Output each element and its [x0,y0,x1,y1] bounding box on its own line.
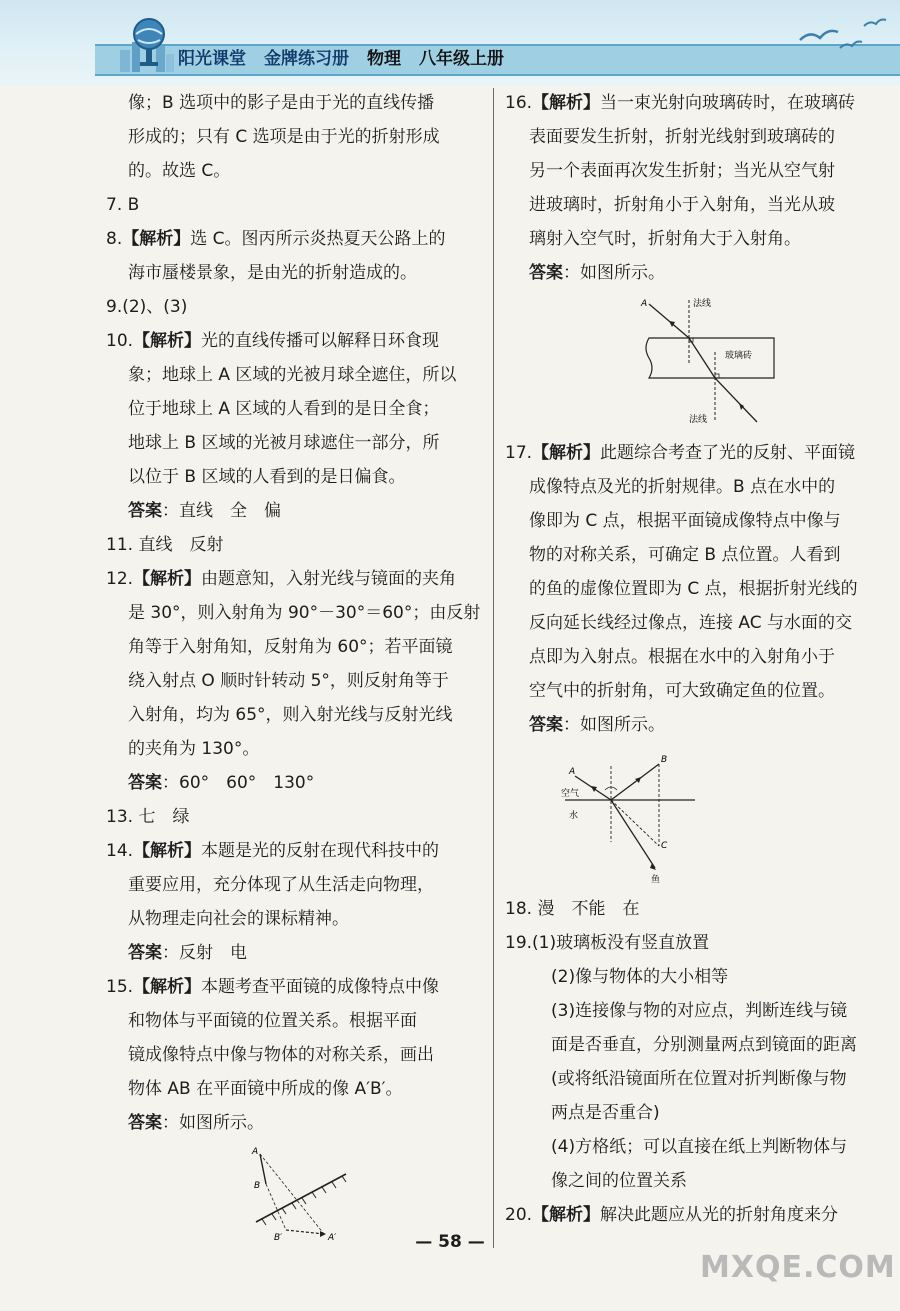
q19-line-1: 19.(1)玻璃板没有竖直放置 [505,933,710,953]
q15-answer: 答案：如图所示。 [128,1113,264,1133]
q19-line-8: 像之间的位置关系 [551,1171,687,1191]
q12-line-1: 12.【解析】由题意知，入射光线与镜面的夹角 [106,569,457,589]
label-C: C [661,841,668,851]
label-air: 空气 [561,789,580,799]
q14-line-2: 重要应用，充分体现了从生活走向物理， [128,875,434,895]
q8-line-1: 8.【解析】选 C。图丙所示炎热夏天公路上的 [106,229,446,249]
label-normal-top: 法线 [693,299,712,309]
q14-line-1: 14.【解析】本题是光的反射在现代科技中的 [106,841,440,861]
q15-line-2: 和物体与平面镜的位置关系。根据平面 [128,1011,417,1031]
header-title [178,44,504,74]
q9-answer: 9.(2)、(3) [106,297,188,317]
q16-answer: 答案：如图所示。 [529,263,665,283]
grade-name: 八年级上册 [419,49,504,69]
q6-line-2: 形成的；只有 C 选项是由于光的折射形成 [128,127,440,147]
q6-line-3: 的。故选 C。 [128,161,231,181]
analysis-tag: 【解析】 [133,977,202,997]
analysis-tag: 【解析】 [532,1205,601,1225]
q12-line-3: 角等于入射角知，反射角为 60°；若平面镜 [128,637,453,657]
q17-line-7: 点即为入射点。根据在水中的入射角小于 [529,647,835,667]
label-normal-bottom: 法线 [689,415,708,425]
subject-name: 物理 [367,49,401,69]
watermark: MXQE.COM [700,1250,896,1285]
figure-16-svg [639,294,779,430]
figure-17-svg [555,746,705,886]
answer-label: 答案 [128,773,162,793]
globe-logo-icon [118,12,176,74]
label-A-prime: A′ [328,1233,337,1243]
q19-line-3: (3)连接像与物的对应点，判断连线与镜 [551,1001,848,1021]
right-column [505,86,900,1232]
q17-line-5: 的鱼的虚像位置即为 C 点，根据折射光线的 [529,579,858,599]
q17-line-4: 物的对称关系，可确定 B 点位置。人看到 [529,545,841,565]
q14-line-3: 从物理走向社会的课标精神。 [128,909,349,929]
q17-line-6: 反向延长线经过像点，连接 AC 与水面的交 [529,613,853,633]
q16-line-3: 另一个表面再次发生折射；当光从空气射 [529,161,835,181]
answer-label: 答案 [128,943,162,963]
q12-line-4: 绕入射点 O 顺时针转动 5°，则反射角等于 [128,671,449,691]
answer-label: 答案 [529,715,563,735]
q17-line-2: 成像特点及光的折射规律。B 点在水中的 [529,477,836,497]
label-glass: 玻璃砖 [725,351,753,361]
figure-15-mirror [246,1144,486,1244]
figure-17-water-surface [555,746,900,886]
q15-line-1: 15.【解析】本题考查平面镜的成像特点中像 [106,977,440,997]
q15-line-3: 镜成像特点中像与物体的对称关系，画出 [128,1045,434,1065]
q6-line-1: 像；B 选项中的影子是由于光的直线传播 [128,93,435,113]
q18-answer: 18. 漫 不能 在 [505,899,640,919]
left-column [106,86,486,1250]
label-fish: 鱼 [651,875,661,885]
q10-line-1: 10.【解析】光的直线传播可以解释日环食现 [106,331,440,351]
q10-line-4: 地球上 B 区域的光被月球遮住一部分，所 [128,433,440,453]
q16-line-1: 16.【解析】当一束光射向玻璃砖时，在玻璃砖 [505,93,856,113]
analysis-tag: 【解析】 [122,229,191,249]
q8-line-2: 海市蜃楼景象，是由光的折射造成的。 [128,263,417,283]
column-divider [493,88,494,1248]
series-name: 阳光课堂 [178,49,246,69]
q17-line-3: 像即为 C 点，根据平面镜成像特点中像与 [529,511,841,531]
q15-line-4: 物体 AB 在平面镜中所成的像 A′B′。 [128,1079,403,1099]
figure-16-glass-block [639,294,900,430]
q20-line-1: 20.【解析】解决此题应从光的折射角度来分 [505,1205,839,1225]
answer-label: 答案 [128,501,162,521]
q19-line-5: (或将纸沿镜面所在位置对折判断像与物 [551,1069,847,1089]
label-B-prime: B′ [274,1233,283,1243]
figure-15-svg [246,1144,356,1244]
label-B: B [254,1181,261,1191]
q10-line-5: 以位于 B 区域的人看到的是日偏食。 [128,467,406,487]
q10-line-3: 位于地球上 A 区域的人看到的是日全食； [128,399,440,419]
q11-answer: 11. 直线 反射 [106,535,224,555]
q10-line-2: 象；地球上 A 区域的光被月球全遮住，所以 [128,365,457,385]
analysis-tag: 【解析】 [133,331,202,351]
q10-answer: 答案：直线 全 偏 [128,501,281,521]
analysis-tag: 【解析】 [133,569,202,589]
q19-line-7: (4)方格纸；可以直接在纸上判断物体与 [551,1137,848,1157]
q12-answer: 答案：60° 60° 130° [128,773,315,793]
page-number: — 58 — [415,1232,485,1252]
q19-line-2: (2)像与物体的大小相等 [551,967,729,987]
label-water: 水 [569,811,579,821]
q12-line-5: 入射角，均为 65°，则入射光线与反射光线 [128,705,453,725]
q19-line-6: 两点是否重合) [551,1103,660,1123]
label-A: A [641,299,648,309]
analysis-tag: 【解析】 [133,841,202,861]
q13-answer: 13. 七 绿 [106,807,190,827]
q14-answer: 答案：反射 电 [128,943,247,963]
book-name: 金牌练习册 [264,49,349,69]
q7-answer: 7. B [106,195,140,215]
page-header [0,0,900,86]
label-A: A [569,767,576,777]
q12-line-6: 的夹角为 130°。 [128,739,260,759]
q19-line-4: 面是否垂直，分别测量两点到镜面的距离 [551,1035,857,1055]
analysis-tag: 【解析】 [532,93,601,113]
label-B: B [661,755,668,765]
analysis-tag: 【解析】 [532,443,601,463]
q16-line-2: 表面要发生折射，折射光线射到玻璃砖的 [529,127,835,147]
q17-answer: 答案：如图所示。 [529,715,665,735]
answer-label: 答案 [128,1113,162,1133]
q17-line-8: 空气中的折射角，可大致确定鱼的位置。 [529,681,835,701]
q17-line-1: 17.【解析】此题综合考查了光的反射、平面镜 [505,443,856,463]
q16-line-5: 璃射入空气时，折射角大于入射角。 [529,229,801,249]
q16-line-4: 进玻璃时，折射角小于入射角，当光从玻 [529,195,835,215]
answer-label: 答案 [529,263,563,283]
q12-line-2: 是 30°，则入射角为 90°－30°＝60°；由反射 [128,603,481,623]
birds-icon [790,18,890,54]
label-A: A [252,1147,259,1157]
